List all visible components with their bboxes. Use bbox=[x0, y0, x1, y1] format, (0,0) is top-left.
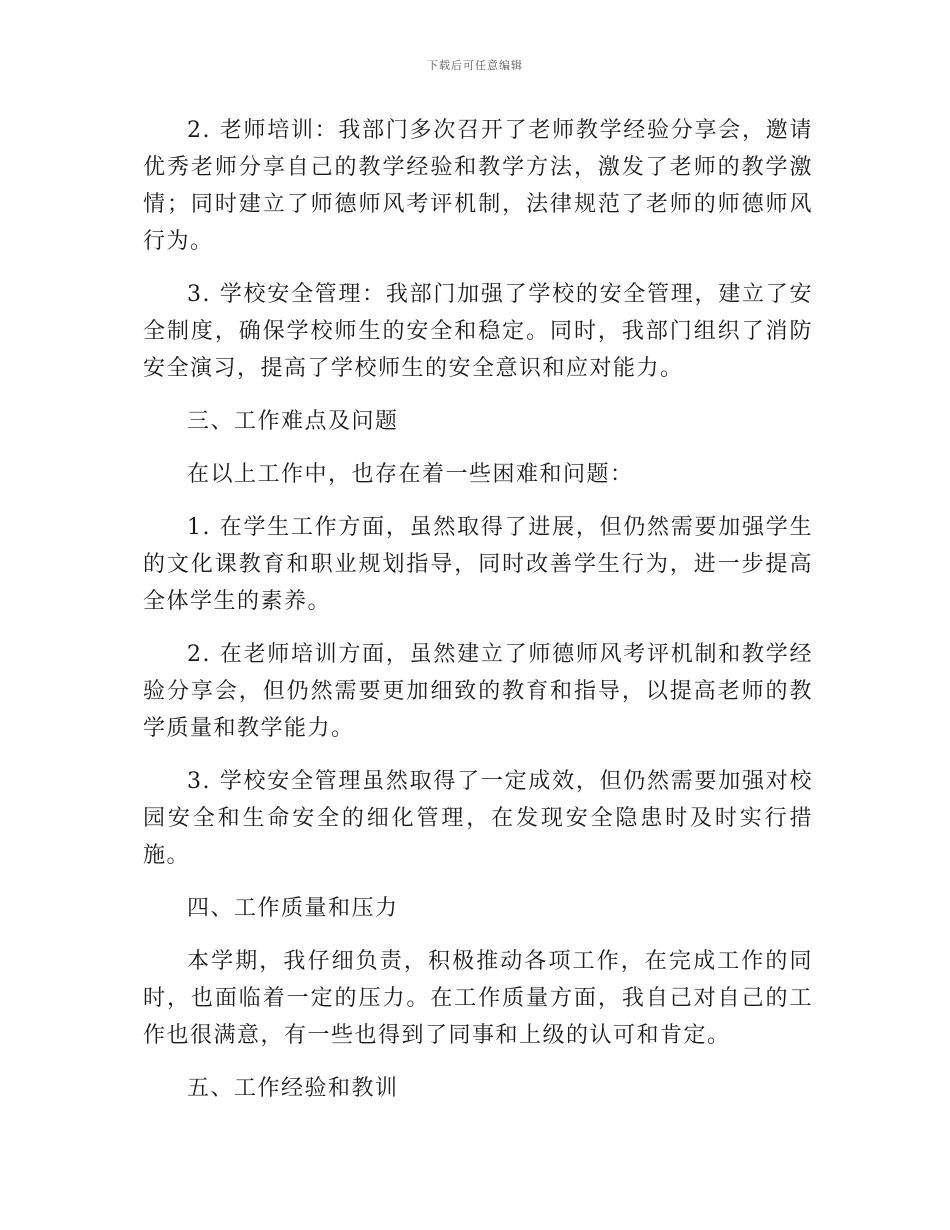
paragraph-teacher-training: 2. 老师培训：我部门多次召开了老师教学经验分享会，邀请优秀老师分享自己的教学经验和教学方法，激发了老师的教学激情；同时建立了师德师风考评机制，法律规范了老师的师德师风行为。 bbox=[143, 118, 813, 254]
document-body bbox=[143, 112, 813, 1123]
paragraph-intro-problems: 在以上工作中，也存在着一些困难和问题： bbox=[187, 462, 634, 487]
paragraph-quality-pressure: 本学期，我仔细负责，积极推动各项工作，在完成工作的同时，也面临着一定的压力。在工作质量方面，我自己对自己的工作也很满意，有一些也得到了同事和上级的认可和肯定。 bbox=[143, 949, 813, 1048]
section-heading-experience: 五、工作经验和教训 bbox=[187, 1076, 399, 1101]
paragraph-school-safety: 3. 学校安全管理：我部门加强了学校的安全管理，建立了安全制度，确保学校师生的安全和稳定。同时，我部门组织了消防安全演习，提高了学校师生的安全意识和应对能力。 bbox=[143, 282, 813, 381]
paragraph-problem-safety: 3. 学校安全管理虽然取得了一定成效，但仍然需要加强对校园安全和生命安全的细化管理，在发现安全隐患时及时实行措施。 bbox=[143, 769, 813, 868]
section-heading-difficulties: 三、工作难点及问题 bbox=[187, 409, 399, 434]
page-header: 下载后可任意编辑 bbox=[427, 59, 523, 72]
section-heading-quality-pressure: 四、工作质量和压力 bbox=[187, 896, 399, 921]
paragraph-problem-teachers: 2. 在老师培训方面，虽然建立了师德师风考评机制和教学经验分享会，但仍然需要更加细致的教育和指导，以提高老师的教学质量和教学能力。 bbox=[143, 642, 813, 741]
paragraph-problem-students: 1. 在学生工作方面，虽然取得了进展，但仍然需要加强学生的文化课教育和职业规划指导，同时改善学生行为，进一步提高全体学生的素养。 bbox=[143, 515, 813, 614]
